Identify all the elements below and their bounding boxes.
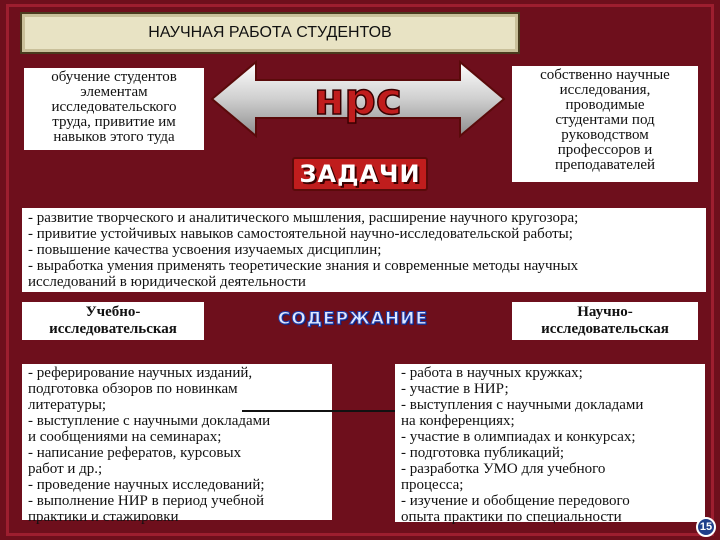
list-item: - выступления с научными докладами	[401, 397, 644, 413]
nrs-purpose-line: исследовательского	[51, 99, 177, 115]
task-item: исследований в юридической деятельности	[28, 274, 306, 290]
list-item: подготовка обзоров по новинкам	[28, 381, 238, 397]
double-arrow-icon	[208, 56, 508, 142]
study-research-label	[22, 302, 204, 340]
nrs-label: нрс	[314, 74, 402, 125]
list-item: работ и др.;	[28, 461, 103, 477]
nrs-definition-line: руководством	[561, 127, 649, 143]
study-research-list	[22, 364, 332, 525]
nrs-purpose-box	[24, 68, 204, 150]
list-item: - работа в научных кружках;	[401, 365, 583, 381]
task-item: - выработка умения применять теоретические знания и современные методы научных	[28, 258, 579, 274]
list-item: - участие в олимпиадах и конкурсах;	[401, 429, 636, 445]
nrs-definition-line: собственно научные	[540, 67, 670, 83]
tasks-heading: ЗАДАЧИ	[292, 157, 428, 191]
nrs-definition-line: преподавателей	[554, 157, 656, 173]
page-number: 15	[696, 517, 716, 537]
content-heading: СОДЕРЖАНИЕ	[277, 309, 429, 329]
list-item: - участие в НИР;	[401, 381, 509, 397]
list-item: практики и стажировки	[28, 509, 179, 525]
nrs-purpose-line: элементам	[80, 84, 148, 100]
study-research-label-line: Учебно-	[85, 304, 141, 320]
list-item: - реферирование научных изданий,	[28, 365, 253, 381]
list-item: - проведение научных исследований;	[28, 477, 265, 493]
scientific-research-list	[395, 364, 705, 525]
list-item: и сообщениями на семинарах;	[28, 429, 222, 445]
study-research-label-line: исследовательская	[49, 321, 177, 337]
nrs-purpose-line: обучение студентов	[51, 69, 177, 85]
nrs-definition-line: студентами под	[555, 112, 655, 128]
divider-line	[242, 410, 398, 412]
list-item: литературы;	[28, 397, 107, 413]
nrs-definition-line: проводимые	[565, 97, 645, 113]
nrs-definition-line: исследования,	[559, 82, 651, 98]
nrs-purpose-line: труда, привитие им	[52, 114, 176, 130]
slide-title: НАУЧНАЯ РАБОТА СТУДЕНТОВ	[20, 12, 520, 54]
nrs-definition-box	[512, 66, 698, 182]
list-item: - выступление с научными докладами	[28, 413, 271, 429]
scientific-research-label-line: Научно-	[577, 304, 633, 320]
task-item: - развитие творческого и аналитического мышления, расширение научного кругозора;	[28, 210, 579, 226]
scientific-research-label-line: исследовательская	[541, 321, 669, 337]
task-item: - повышение качества усвоения изучаемых дисциплин;	[28, 242, 382, 258]
nrs-definition-line: профессоров и	[557, 142, 653, 158]
list-item: на конференциях;	[401, 413, 515, 429]
list-item: - разработка УМО для учебного	[401, 461, 606, 477]
list-item: процесса;	[401, 477, 464, 493]
nrs-purpose-line: навыков этого туда	[53, 129, 175, 145]
list-item: - подготовка публикаций;	[401, 445, 565, 461]
list-item: - изучение и обобщение передового	[401, 493, 630, 509]
list-item: - написание рефератов, курсовых	[28, 445, 242, 461]
task-item: - привитие устойчивых навыков самостоятельной научно-исследовательской работы;	[28, 226, 573, 242]
list-item: - выполнение НИР в период учебной	[28, 493, 265, 509]
list-item: опыта практики по специальности	[401, 509, 622, 525]
tasks-list	[22, 208, 706, 292]
scientific-research-label	[512, 302, 698, 340]
